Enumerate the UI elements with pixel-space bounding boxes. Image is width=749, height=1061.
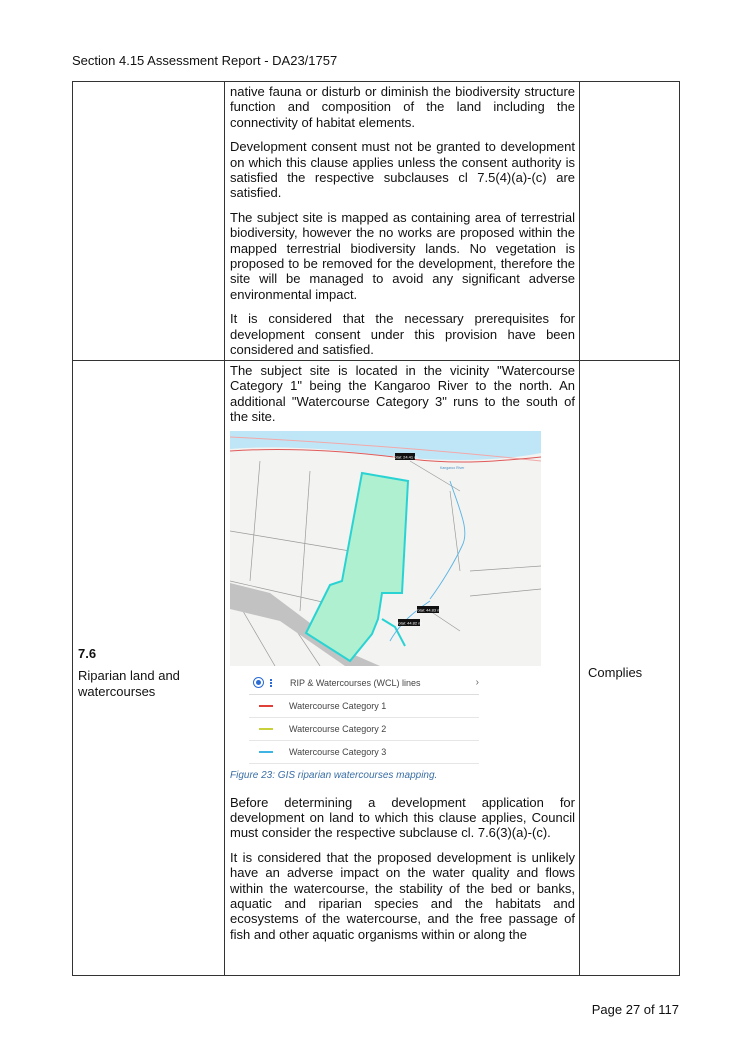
clause-cell bbox=[73, 82, 225, 361]
legend-item bbox=[249, 741, 479, 764]
paragraph: Before determining a development application for development on land to which this clause applies, Council must consider the respective subclause cl. 7.6(3)(a)-(c). bbox=[230, 794, 575, 841]
legend-layer[interactable] bbox=[249, 672, 479, 695]
clause-title: Riparian land and watercourses bbox=[78, 668, 180, 699]
legend-heading: RIP & Watercourses (WCL) lines bbox=[290, 677, 421, 688]
legend-item bbox=[249, 695, 479, 718]
legend-item-label: Watercourse Category 3 bbox=[289, 746, 387, 757]
page-number: Page 27 of 117 bbox=[591, 1002, 679, 1017]
svg-text:Total: 24.41 m: Total: 24.41 m bbox=[392, 454, 418, 460]
legend-item-label: Watercourse Category 2 bbox=[289, 723, 387, 734]
list-icon bbox=[270, 679, 282, 687]
legend-item bbox=[249, 718, 479, 741]
paragraph: The subject site is mapped as containing area of terrestrial biodiversity, however the no works are proposed within the mapped terrestrial biodiversity lands. No vegetation is proposed to be removed for the development, therefore the site will be managed to avoid any significant adverse environmental impact. bbox=[230, 209, 575, 302]
paragraph: The subject site is located in the vicinity "Watercourse Category 1" being the Kangaroo River to the north. An additional "Watercourse Category 3" runs to the south of the site. bbox=[230, 363, 575, 425]
legend-item-label: Watercourse Category 1 bbox=[289, 700, 387, 711]
line-swatch bbox=[259, 728, 273, 730]
result-cell bbox=[580, 361, 680, 976]
radio-icon[interactable] bbox=[253, 677, 264, 688]
paragraph: native fauna or disturb or diminish the biodiversity structure function and composition of the land including the connectivity of habitat elements. bbox=[230, 84, 575, 130]
assessment-cell bbox=[225, 82, 580, 361]
report-header: Section 4.15 Assessment Report - DA23/1757 bbox=[72, 53, 338, 68]
line-swatch bbox=[259, 751, 273, 753]
figure-caption: Figure 23: GIS riparian watercourses mapping. bbox=[230, 769, 438, 781]
clause-number: 7.6 bbox=[78, 646, 97, 661]
measure-label bbox=[415, 606, 441, 613]
measure-label bbox=[392, 453, 418, 460]
river-label: Kangaroo River bbox=[440, 465, 465, 470]
gis-map bbox=[230, 431, 541, 666]
chevron-right-icon[interactable]: › bbox=[475, 677, 479, 689]
paragraph: Development consent must not be granted to development on which this clause applies unless the consent authority is satisfied the respective subclauses cl 7.5(4)(a)-(c) are satisfied. bbox=[230, 139, 575, 201]
paragraph: It is considered that the necessary prerequisites for development consent under this provision have been considered and satisfied. bbox=[230, 311, 575, 358]
paragraph: It is considered that the proposed development is unlikely have an adverse impact on the water quality and flows within the watercourse, the stability of the bed or banks, aquatic and riparian species and the habitats and ecosystems of the watercourse, and the free passage of fish and other aquatic organisms within or along the bbox=[230, 849, 575, 942]
measure-label bbox=[396, 619, 422, 626]
result-cell bbox=[580, 82, 680, 361]
assessment-cell bbox=[225, 361, 580, 976]
line-swatch bbox=[259, 705, 273, 707]
table-row bbox=[73, 361, 680, 976]
assessment-table bbox=[72, 81, 680, 976]
clause-cell bbox=[73, 361, 225, 976]
table-row bbox=[73, 82, 680, 361]
map-legend bbox=[249, 672, 479, 764]
result-text: Complies bbox=[588, 665, 643, 680]
svg-text:Total: 44.82 m: Total: 44.82 m bbox=[396, 620, 422, 626]
svg-text:Total: 44.83 m: Total: 44.83 m bbox=[415, 607, 441, 613]
